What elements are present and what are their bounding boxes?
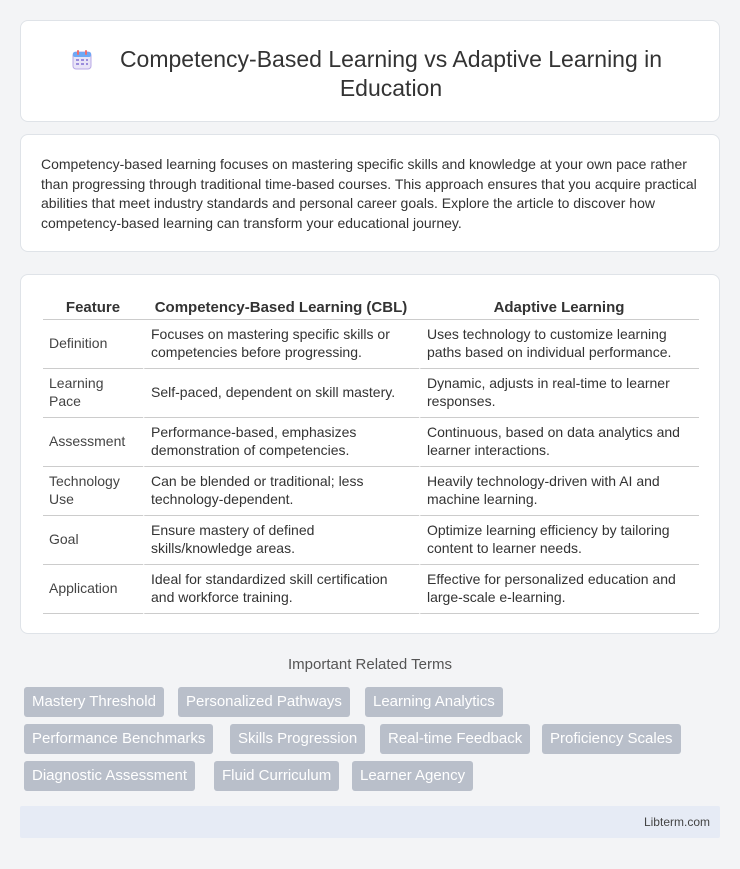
- intro-card: [20, 134, 720, 252]
- feature-cell: Learning Pace: [43, 369, 143, 418]
- feature-cell: Technology Use: [43, 467, 143, 516]
- table-row: [43, 516, 699, 565]
- cbl-cell: Ensure mastery of defined skills/knowledge areas.: [143, 516, 419, 565]
- header-cbl: Competency-Based Learning (CBL): [143, 295, 419, 320]
- table-header-row: [43, 295, 699, 320]
- related-term-tag[interactable]: Mastery Threshold: [24, 687, 164, 717]
- footer-site-link[interactable]: Libterm.com: [643, 815, 710, 829]
- adaptive-cell: Heavily technology-driven with AI and machine learning.: [419, 467, 699, 516]
- cbl-cell: Focuses on mastering specific skills or competencies before progressing.: [143, 320, 419, 369]
- related-term-tag[interactable]: Proficiency Scales: [542, 724, 681, 754]
- related-term-tag[interactable]: Real-time Feedback: [380, 724, 530, 754]
- related-term-tag[interactable]: Learner Agency: [352, 761, 473, 791]
- comparison-table-card: [20, 274, 720, 634]
- cbl-cell: Can be blended or traditional; less technology-dependent.: [143, 467, 419, 516]
- page-title: Competency-Based Learning vs Adaptive Learning in Education: [119, 46, 663, 101]
- table-row: [43, 418, 699, 467]
- feature-cell: Goal: [43, 516, 143, 565]
- adaptive-cell: Dynamic, adjusts in real-time to learner responses.: [419, 369, 699, 418]
- feature-cell: Assessment: [43, 418, 143, 467]
- table-row: [43, 565, 699, 614]
- intro-paragraph: Competency-based learning focuses on mastering specific skills and knowledge at your own pace rather than progressing through traditional time-based courses. This approach ensures that you acquire practical abilities that meet industry standards and personal career goals. Explore the article to discover how competency-based learning can transform your educational journey.: [41, 156, 697, 231]
- related-term-tag[interactable]: Fluid Curriculum: [214, 761, 339, 791]
- header-feature: Feature: [43, 295, 143, 320]
- footer-bar: [20, 806, 720, 838]
- comparison-table: [43, 295, 699, 614]
- cbl-cell: Ideal for standardized skill certification and workforce training.: [143, 565, 419, 614]
- adaptive-cell: Uses technology to customize learning paths based on individual performance.: [419, 320, 699, 369]
- feature-cell: Application: [43, 565, 143, 614]
- adaptive-cell: Continuous, based on data analytics and learner interactions.: [419, 418, 699, 467]
- adaptive-cell: Optimize learning efficiency by tailoring content to learner needs.: [419, 516, 699, 565]
- table-row: [43, 369, 699, 418]
- related-term-tag[interactable]: Diagnostic Assessment: [24, 761, 195, 791]
- feature-cell: Definition: [43, 320, 143, 369]
- related-term-tag[interactable]: Learning Analytics: [365, 687, 503, 717]
- header-adaptive: Adaptive Learning: [419, 295, 699, 320]
- related-term-tag[interactable]: Performance Benchmarks: [24, 724, 213, 754]
- adaptive-cell: Effective for personalized education and large-scale e-learning.: [419, 565, 699, 614]
- related-terms-heading: Important Related Terms: [288, 656, 452, 673]
- table-row: [43, 320, 699, 369]
- title-card: [20, 20, 720, 122]
- cbl-cell: Performance-based, emphasizes demonstration of competencies.: [143, 418, 419, 467]
- related-term-tag[interactable]: Personalized Pathways: [178, 687, 350, 717]
- cbl-cell: Self-paced, dependent on skill mastery.: [143, 369, 419, 418]
- related-term-tag[interactable]: Skills Progression: [230, 724, 365, 754]
- table-row: [43, 467, 699, 516]
